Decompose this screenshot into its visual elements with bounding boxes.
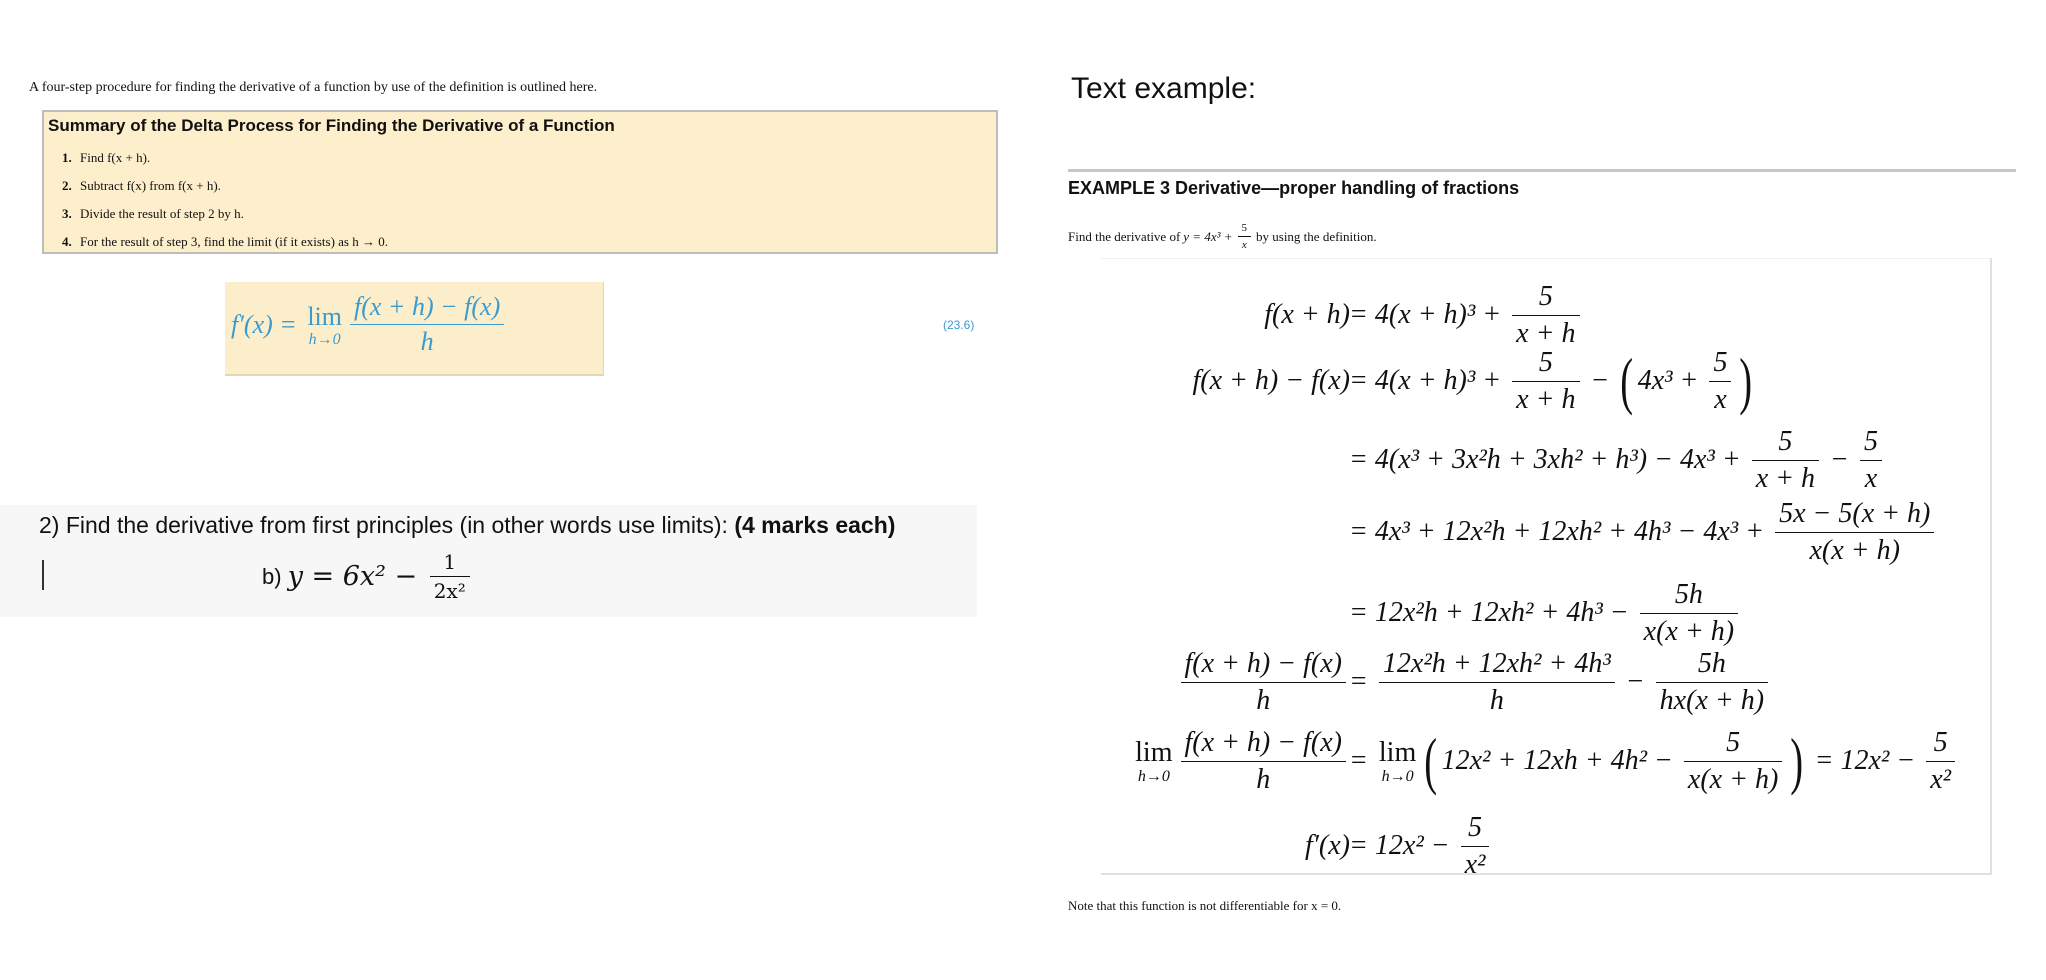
part-expression: y = 6x² − <box>287 561 426 592</box>
prompt-expression: y = 4x³ + <box>1183 228 1233 244</box>
part-label: b) <box>262 563 288 589</box>
solution-line <box>1101 425 1990 494</box>
solution-line <box>1101 647 1990 716</box>
fraction-numerator: 5x − 5(x + h) <box>1779 497 1931 529</box>
math-term: 4(x³ + 3x²h + 3xh² + h³) − 4x³ + <box>1374 444 1748 475</box>
math-term: = 12x² − <box>1807 745 1923 776</box>
lim-subscript: h→0 <box>308 330 341 348</box>
example-prompt <box>1068 222 1377 251</box>
fraction <box>1684 727 1782 796</box>
fraction-numerator: 5 <box>1538 346 1553 378</box>
fraction <box>1656 648 1768 717</box>
big-parenthesis: ) <box>1739 345 1753 416</box>
question-part-b <box>262 550 474 603</box>
limit-operator <box>307 302 342 348</box>
prompt-fraction <box>1238 222 1252 251</box>
step-item <box>62 178 221 194</box>
fraction <box>1512 347 1579 416</box>
step-item <box>62 206 244 222</box>
line-lhs <box>1193 351 1351 411</box>
line-lhs <box>1264 285 1350 345</box>
lim-subscript: h→0 <box>1137 768 1170 785</box>
fraction-denominator: x(x + h) <box>1775 532 1934 567</box>
fraction-denominator: x + h <box>1752 460 1819 495</box>
prompt-prefix: Find the derivative of <box>1068 228 1181 244</box>
fraction-numerator: 5h <box>1674 578 1703 610</box>
fraction-numerator: f(x + h) − f(x) <box>1184 726 1342 758</box>
prompt-suffix: by using the definition. <box>1256 228 1377 244</box>
derivative-definition-box <box>225 282 604 376</box>
line-rhs <box>1349 497 1938 566</box>
worked-solution-box <box>1101 258 1992 880</box>
fraction-denominator: h <box>1181 682 1347 717</box>
math-term: 12x² − <box>1374 830 1457 861</box>
line-rhs <box>1349 725 1959 796</box>
math-term: 4x³ + 12x²h + 12xh² + 4h³ − 4x³ + <box>1374 516 1772 547</box>
fraction-denominator: x² <box>1926 761 1955 796</box>
math-term: 12x²h + 12xh² + 4h³ − <box>1374 597 1636 628</box>
fraction-denominator: 2x² <box>430 576 470 603</box>
fraction-denominator: x <box>1860 460 1882 495</box>
fraction-denominator: hx(x + h) <box>1656 682 1768 717</box>
solution-line <box>1101 811 1990 880</box>
line-rhs <box>1349 345 1757 416</box>
fraction <box>1181 727 1347 796</box>
solution-line <box>1101 497 1990 566</box>
lim-subscript: h→0 <box>1381 768 1414 785</box>
equals-sign: = <box>1349 444 1375 475</box>
math-term: f(x + h) <box>1264 299 1350 330</box>
part-fraction <box>430 550 470 603</box>
example-title: EXAMPLE 3 Derivative—proper handling of fractions <box>1068 178 1520 198</box>
question-marks: (4 marks each) <box>734 512 896 538</box>
fraction-numerator: 12x²h + 12xh² + 4h³ <box>1382 647 1611 679</box>
equals-sign: = <box>1349 299 1375 330</box>
big-parenthesis: ( <box>1424 725 1438 796</box>
line-rhs <box>1349 811 1493 880</box>
fraction-denominator: x(x + h) <box>1684 761 1782 796</box>
solution-line <box>1101 725 1990 796</box>
question-prompt: 2) Find the derivative from first principles (in other words use limits): <box>39 512 735 538</box>
fraction-numerator: 1 <box>443 550 457 574</box>
math-term: 4(x + h)³ + <box>1374 299 1509 330</box>
lim-label: lim <box>1378 737 1417 768</box>
fraction-numerator: 5 <box>1863 425 1878 457</box>
big-parenthesis: ( <box>1620 345 1634 416</box>
fraction-denominator: x + h <box>1512 315 1579 350</box>
step-item <box>62 234 388 250</box>
fraction <box>1512 281 1579 350</box>
fraction-numerator: 5 <box>1778 425 1793 457</box>
fraction-numerator: 5 <box>1726 726 1741 758</box>
intro-text: A four-step procedure for finding the derivative of a function by use of the definition is outlined here. <box>29 80 598 95</box>
fraction <box>1181 648 1347 717</box>
limit-operator <box>1135 737 1172 785</box>
fraction-numerator: 5 <box>1468 811 1483 843</box>
line-rhs <box>1349 425 1886 494</box>
lim-label: lim <box>1135 737 1173 768</box>
fraction-numerator: 5h <box>1697 647 1726 679</box>
line-rhs <box>1349 280 1584 349</box>
equals-sign: = <box>1349 365 1375 396</box>
fraction-denominator: h <box>1379 682 1615 717</box>
fraction <box>1709 347 1731 416</box>
limit-operator <box>1379 737 1416 785</box>
example-note: Note that this function is not differentiable for x = 0. <box>1068 898 1342 913</box>
fraction-denominator: x(x + h) <box>1640 613 1738 648</box>
fraction-denominator: x² <box>1461 846 1490 881</box>
equation-number: (23.6) <box>943 318 975 332</box>
text-cursor[interactable] <box>42 560 44 590</box>
step-number: 2. <box>62 178 72 193</box>
step-number: 3. <box>62 206 72 221</box>
math-term: f′(x) <box>1305 830 1350 861</box>
question-text <box>39 512 895 539</box>
solution-line <box>1101 578 1990 647</box>
big-parenthesis: ) <box>1790 725 1804 796</box>
equals-sign: = <box>1349 830 1375 861</box>
fraction-denominator: x + h <box>1512 381 1579 416</box>
equals-sign: = <box>1349 516 1375 547</box>
line-lhs <box>1131 726 1350 795</box>
fraction <box>1461 812 1490 881</box>
line-lhs <box>1305 816 1350 876</box>
fraction-denominator: x <box>1238 236 1252 251</box>
line-lhs <box>1177 647 1351 716</box>
fraction-numerator: f(x + h) − f(x) <box>1184 647 1342 679</box>
step-item <box>62 150 150 166</box>
solution-line <box>1101 345 1990 416</box>
fraction-denominator: h <box>350 324 504 357</box>
definition-lhs: f′(x) = <box>231 309 304 339</box>
text-example-heading: Text example: <box>1071 72 1257 105</box>
fraction <box>1860 426 1882 495</box>
fraction-numerator: 5 <box>1241 222 1248 234</box>
fraction <box>1752 426 1819 495</box>
math-term: 4(x + h)³ + <box>1374 365 1509 396</box>
step-number: 1. <box>62 150 72 165</box>
math-term: − <box>1823 444 1856 475</box>
line-rhs <box>1349 647 1772 716</box>
step-text: Subtract f(x) from f(x + h). <box>80 178 221 193</box>
math-term: 12x² + 12xh + 4h² − <box>1441 745 1680 776</box>
math-term: 4x³ + <box>1637 365 1706 396</box>
summary-box <box>42 110 998 254</box>
step-text: For the result of step 3, find the limit (if it exists) as h → 0. <box>80 234 388 249</box>
math-term: − <box>1583 365 1617 396</box>
step-text: Divide the result of step 2 by h. <box>80 206 244 221</box>
equals-sign: = <box>1349 745 1375 776</box>
math-term: f(x + h) − f(x) <box>1192 365 1350 396</box>
lim-label: lim <box>307 301 342 331</box>
fraction-numerator: 5 <box>1933 726 1948 758</box>
math-term: − <box>1618 666 1652 697</box>
solution-line <box>1101 280 1990 349</box>
fraction <box>1926 727 1955 796</box>
line-rhs <box>1349 578 1742 647</box>
step-number: 4. <box>62 234 72 249</box>
fraction <box>1775 498 1934 567</box>
fraction <box>1379 648 1615 717</box>
step-text: Find f(x + h). <box>80 150 151 165</box>
divider <box>1068 169 2016 172</box>
fraction-numerator: 5 <box>1538 280 1553 312</box>
fraction-numerator: f(x + h) − f(x) <box>353 292 501 321</box>
fraction <box>1640 579 1738 648</box>
fraction-denominator: h <box>1181 761 1347 796</box>
fraction-numerator: 5 <box>1713 346 1728 378</box>
equals-sign: = <box>1349 666 1375 697</box>
equals-sign: = <box>1349 597 1375 628</box>
difference-quotient <box>350 292 504 357</box>
fraction-denominator: x <box>1709 381 1731 416</box>
summary-title: Summary of the Delta Process for Finding the Derivative of a Function <box>48 116 615 135</box>
